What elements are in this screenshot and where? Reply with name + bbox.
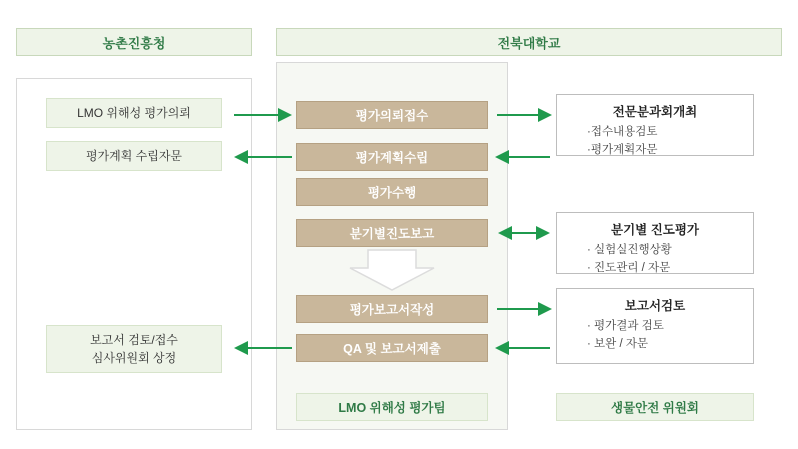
left-box-review-submit — [46, 325, 222, 373]
step-box-3: 평가수행 — [296, 178, 488, 206]
center-footer-label: LMO 위해성 평가팀 — [296, 393, 488, 421]
right-box-2-line-1: · 실험실진행상황 — [587, 244, 672, 256]
step-box-5: 평가보고서작성 — [296, 295, 488, 323]
step-box-1: 평가의뢰접수 — [296, 101, 488, 129]
right-box-3-line-1: · 평가결과 검토 — [587, 320, 664, 332]
step-box-2: 평가계획수립 — [296, 143, 488, 171]
right-box-1-line-2: ·평가계획자문 — [587, 143, 658, 156]
right-footer-label: 생물안전 위원회 — [556, 393, 754, 421]
right-box-2-line-2: · 진도관리 / 자문 — [587, 261, 671, 274]
right-box-3 — [556, 288, 754, 364]
right-box-2-title: 분기별 진도평가 — [611, 223, 699, 237]
left-box-request: LMO 위해성 평가의뢰 — [46, 98, 222, 128]
right-box-3-line-2: · 보완 / 자문 — [587, 337, 649, 350]
right-box-1 — [556, 94, 754, 156]
step-box-6: QA 및 보고서제출 — [296, 334, 488, 362]
header-left: 농촌진흥청 — [16, 28, 252, 56]
right-box-3-title: 보고서검토 — [624, 299, 686, 313]
right-box-2 — [556, 212, 754, 274]
left-box-review-line2: 심사위원회 상정 — [91, 351, 177, 365]
right-box-1-title: 전문분과회개최 — [612, 105, 698, 119]
left-box-review-line1: 보고서 검토/접수 — [90, 333, 178, 347]
header-right: 전북대학교 — [276, 28, 782, 56]
left-column-frame — [16, 78, 252, 430]
left-box-plan-advice: 평가계획 수립자문 — [46, 141, 222, 171]
step-box-4: 분기별진도보고 — [296, 219, 488, 247]
right-box-1-line-1: ·접수내용검토 — [587, 126, 658, 138]
